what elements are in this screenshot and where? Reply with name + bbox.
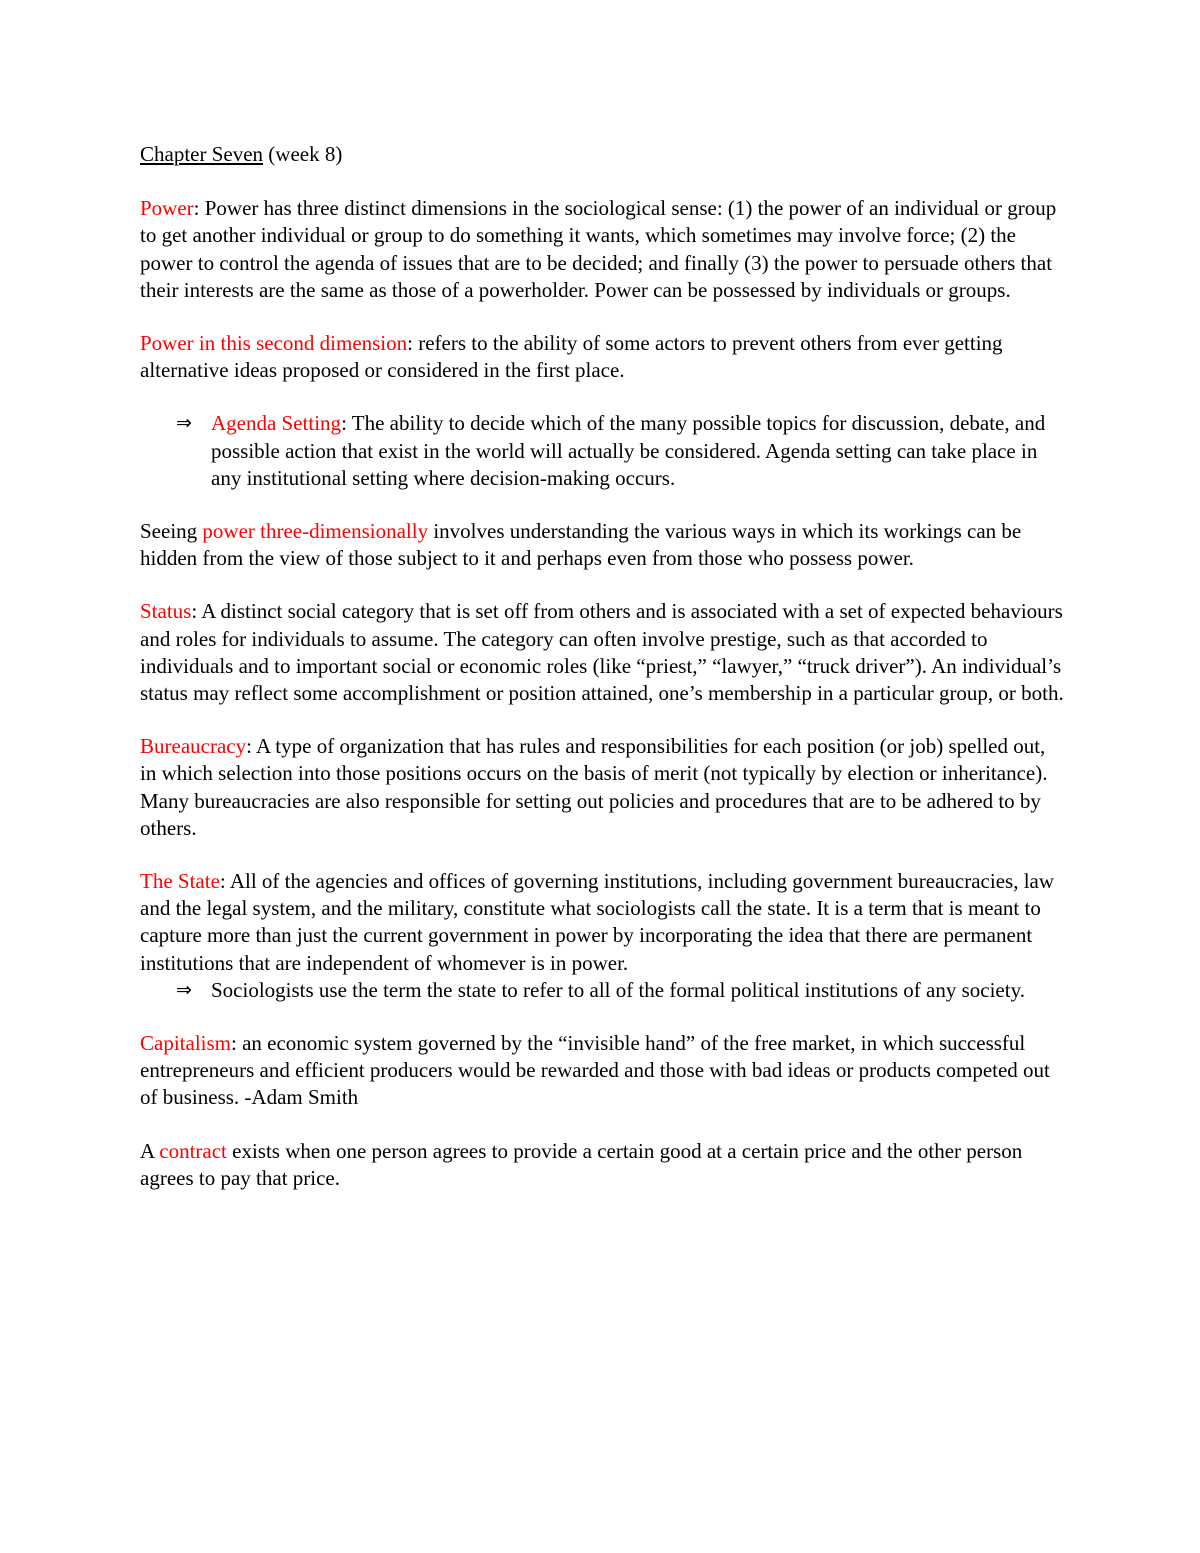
contract-definition — [140, 1138, 1065, 1192]
chapter-heading — [140, 141, 1065, 168]
state-bullet-text: Sociologists use the term the state to refer to all of the formal political institutions of any society. — [211, 977, 1025, 1002]
term-three-dimensional: power three-dimensionally — [202, 519, 429, 544]
power-text: : Power has three distinct dimensions in the sociological sense: (1) the power of an individual or group to get another individual or group to do something it wants, which sometimes may involve force; (2) the power to control the agenda of issues that are to be decided; and finally (3) the power to persuade others that their interests are the same as those of a powerholder. Power can be possessed by individuals or groups. — [140, 196, 1057, 302]
power-definition — [140, 195, 1065, 304]
capitalism-definition — [140, 1030, 1065, 1112]
state-definition — [140, 868, 1065, 977]
chapter-week: (week 8) — [263, 142, 343, 166]
state-bullet — [140, 977, 1065, 1004]
second-dimension-definition — [140, 330, 1065, 384]
right-double-arrow-icon: ⇒ — [176, 412, 192, 435]
document-page — [140, 141, 1065, 1218]
contract-text: exists when one person agrees to provide a certain good at a certain price and the other person agrees to pay that price. — [140, 1138, 1023, 1190]
term-capitalism: Capitalism — [140, 1031, 231, 1056]
bureaucracy-text: : A type of organization that has rules and responsibilities for each position (or job) spelled out, in which selection into those positions occurs on the basis of merit (not typically by election or inheritance). Many bureaucracies are also responsible for setting out policies and procedures that are to be adhered to by others. — [140, 734, 1048, 840]
agenda-setting-text: : The ability to decide which of the many possible topics for discussion, debate, and possible action that exist in the world will actually be considered. Agenda setting can take place in any institutional setting where decision-making occurs. — [211, 411, 1046, 490]
three-dimensional-text: involves understanding the various ways in which its workings can be hidden from the view of those subject to it and perhaps even from those who possess power. — [140, 519, 1022, 571]
three-dimensional-definition — [140, 518, 1065, 572]
three-dimensional-prefix: Seeing — [140, 519, 203, 544]
agenda-setting-bullet — [140, 410, 1065, 492]
term-power: Power — [140, 196, 194, 221]
bureaucracy-definition — [140, 733, 1065, 842]
capitalism-text: : an economic system governed by the “invisible hand” of the free market, in which successful entrepreneurs and efficient producers would be rewarded and those with bad ideas or products competed out of business. -Adam Smith — [140, 1031, 1050, 1110]
status-definition — [140, 598, 1065, 707]
contract-prefix: A — [140, 1138, 160, 1163]
right-double-arrow-icon: ⇒ — [176, 978, 192, 1001]
chapter-title: Chapter Seven — [140, 142, 264, 166]
term-bureaucracy: Bureaucracy — [140, 734, 247, 759]
term-contract: contract — [159, 1138, 227, 1163]
second-dimension-text: : refers to the ability of some actors to prevent others from ever getting alternative ideas proposed or considered in the first place. — [140, 331, 1003, 383]
term-the-state: The State — [140, 869, 220, 894]
term-agenda-setting: Agenda Setting — [211, 411, 342, 436]
state-text: : All of the agencies and offices of governing institutions, including government bureaucracies, law and the legal system, and the military, constitute what sociologists call the state. It is a term that is meant to capture more than just the current government in power by incorporating the idea that there are permanent institutions that are independent of whomever is in power. — [140, 869, 1055, 975]
term-status: Status — [140, 599, 192, 624]
term-second-dimension: Power in this second dimension — [140, 331, 408, 356]
status-text: : A distinct social category that is set off from others and is associated with a set of expected behaviours and roles for individuals to assume. The category can often involve prestige, such as that accorded to individuals and to important social or economic roles (like “priest,” “lawyer,” “truck driver”). An individual’s status may reflect some accomplishment or position attained, one’s membership in a particular group, or both. — [140, 599, 1064, 706]
